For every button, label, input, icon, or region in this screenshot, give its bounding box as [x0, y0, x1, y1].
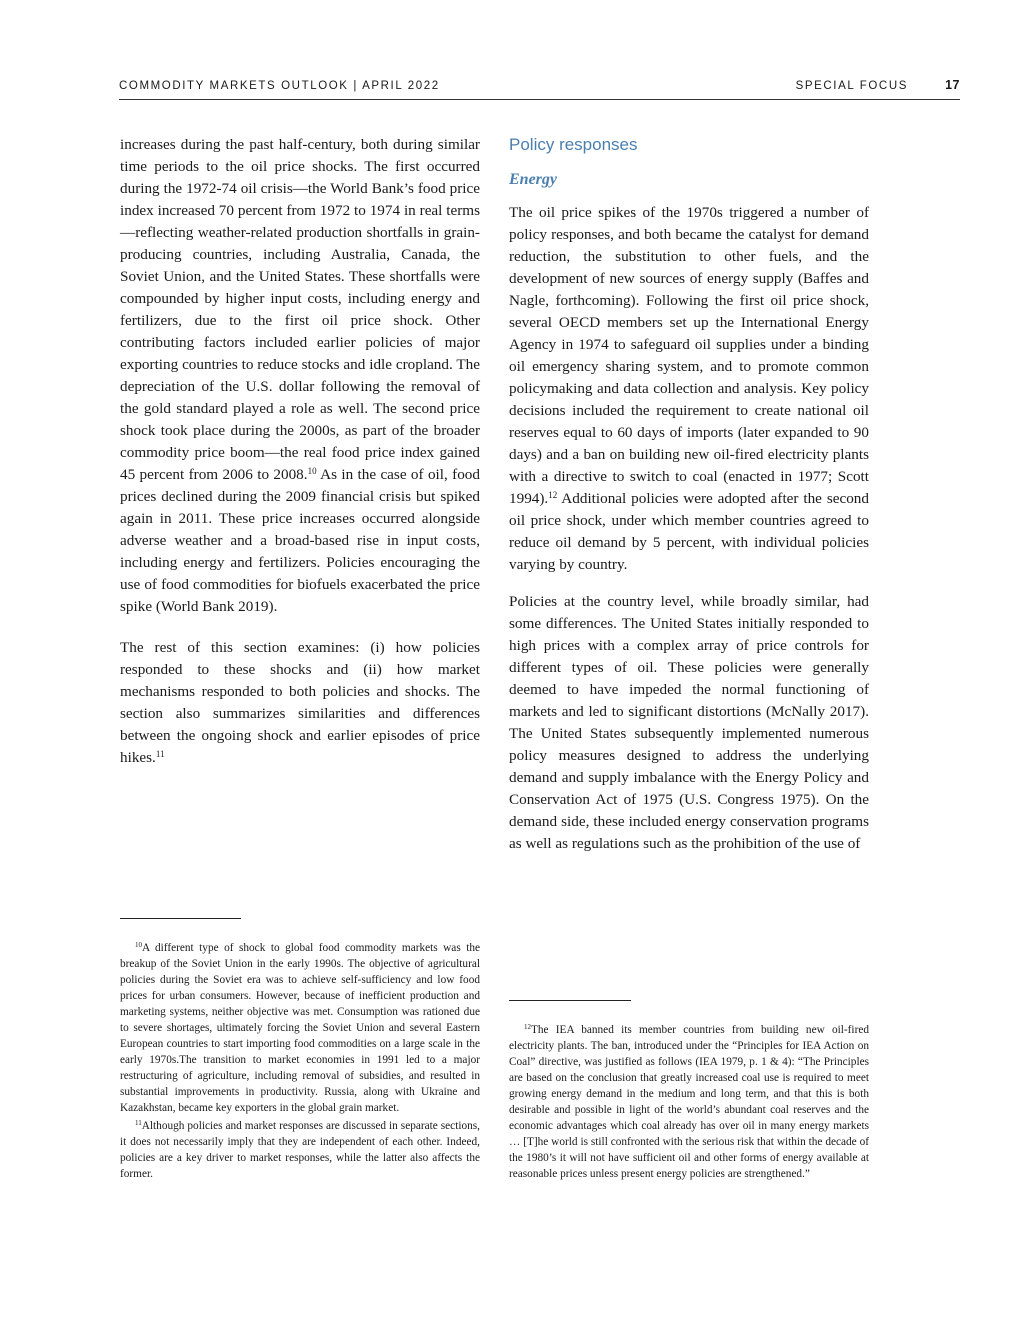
- left-paragraph-1: increases during the past half-century, both during similar time periods to the oil price shocks. The first occurred during the 1972-74 oil crisis—the World Bank’s food price index increased 70 percent from 1972 to 1974 in real terms—reflecting weather-related production shortfalls in grain-producing countries, including Australia, Canada, the Soviet Union, and the United States. These shortfalls were compounded by higher input costs, including energy and fertilizers, due to the first oil price shock. Other contributing factors included earlier policies of major exporting countries to reduce stocks and idle cropland. The depreciation of the U.S. dollar following the removal of the gold standard played a role as well. The second price shock took place during the 2000s, as part of the broader commodity price boom—the real food price index gained 45 percent from 2006 to 2008.10 As in the case of oil, food prices declined during the 2009 financial crisis but spiked again in 2011. These price increases occurred alongside adverse weather and a broad-based rise in input costs, including energy and fertilizers. Policies encouraging the use of food commodities for biofuels exacerbated the price spike (World Bank 2019).: [120, 136, 480, 615]
- footnote-ref-10[interactable]: 10: [307, 466, 317, 476]
- footnote-10: $^{10}$A different type of shock to global food commodity markets was the breakup of the Soviet Union in the early 1990s. The objective of agricultural policies during the Soviet era was to achieve self-sufficiency and low food prices for urban consumers. However, because of inefficient production and marketing systems, neither objective was met. Consumption was rationed due to severe shortages, ultimately forcing the Soviet Union and several Eastern European countries to start importing food commodities on a large scale in the early 1970s.The transition to market economies in 1991 led to a major restructuring of agriculture, including removal of subsidies, and resulted in substantial improvements in productivity. Russia, along with Ukraine and Kazakhstan, became key exporters in the global grain market.: [120, 941, 480, 1114]
- publication-title: COMMODITY MARKETS OUTLOOK | APRIL 2022: [119, 80, 440, 92]
- footnote-ref-12[interactable]: 12: [548, 490, 558, 500]
- right-column: [509, 134, 869, 855]
- section-label: SPECIAL FOCUS: [795, 80, 908, 92]
- page-number: 17: [945, 78, 960, 92]
- section-heading: Policy responses: [509, 135, 638, 154]
- footnote-divider-left: [120, 918, 241, 919]
- right-paragraph-2: Policies at the country level, while broadly similar, had some differences. The United States initially responded to high prices with a complex array of price controls for different types of oil. These policies were generally deemed to have impeded the normal functioning of markets and led to significant distortions (McNally 2017). The United States subsequently implemented numerous policy measures designed to address the underlying demand and supply imbalance with the Energy Policy and Conservation Act of 1975 (U.S. Congress 1975). On the demand side, these included energy conservation programs as well as regulations such as the prohibition of the use of: [509, 593, 869, 852]
- left-column: [120, 134, 480, 769]
- subsection-heading: Energy: [509, 171, 557, 188]
- footnotes-left: [120, 940, 480, 1184]
- running-header: [119, 78, 960, 100]
- right-paragraph-1: The oil price spikes of the 1970s triggered a number of policy responses, and both became the catalyst for demand reduction, the substitution to other fuels, and the development of new sources of energy supply (Baffes and Nagle, forthcoming). Following the first oil price shock, several OECD members set up the International Energy Agency in 1974 to safeguard oil supplies under a binding oil emergency sharing system, and to promote common policymaking and data collection and analysis. Key policy decisions included the requirement to create national oil reserves equal to 60 days of imports (later expanded to 90 days) and a ban on building new oil-fired electricity plants with a directive to switch to coal (enacted in 1977; Scott 1994).$^{12}$ Additional policies were adopted after the second oil price shock, under which member countries agreed to reduce oil demand by 5 percent, with individual policies varying by country.: [509, 204, 869, 573]
- footnotes-right: [509, 1022, 869, 1184]
- left-paragraph-2: The rest of this section examines: (i) how policies responded to these shocks and (ii) how market mechanisms responded to both policies and shocks. The section also summarizes similarities and differences between the ongoing shock and earlier episodes of price hikes.$^{11}$: [120, 639, 480, 766]
- footnote-12: $^{12}$The IEA banned its member countries from building new oil-fired electricity plants. The ban, introduced under the “Principles for IEA Action on Coal” directive, was justified as follows (IEA 1979, p. 1 & 4): “The Principles are based on the conclusion that greatly increased coal use is required to meet growing energy demand in the medium and long term, and that this is both desirable and possible in light of the world’s abundant coal reserves and the economic advantages which coal already has over oil in many energy markets … [T]he world is still confronted with the serious risk that within the decade of the 1980’s it will not have sufficient oil and other forms of energy available at reasonable prices unless present energy policies are strengthened.”: [509, 1023, 869, 1180]
- footnote-ref-11[interactable]: 11: [155, 749, 165, 759]
- footnote-11: $^{11}$Although policies and market responses are discussed in separate sections, it does not necessarily imply that they are independent of each other. Indeed, policies are a key driver to market responses, while the latter also affects the former.: [120, 1119, 480, 1180]
- footnote-divider-right: [509, 1000, 631, 1001]
